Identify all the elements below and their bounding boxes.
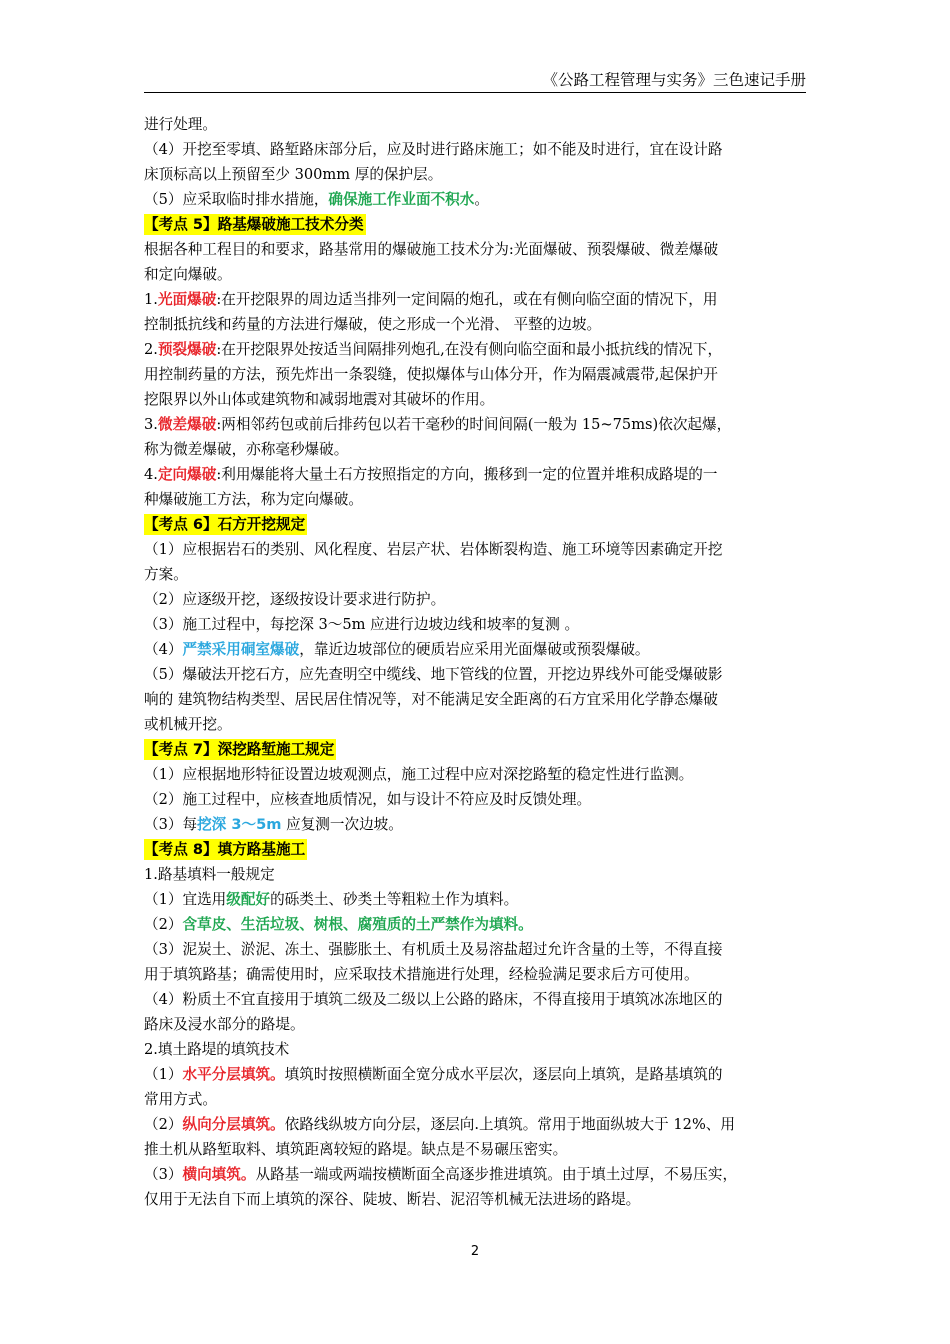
highlighted-red-text: 预裂爆破 [157, 341, 217, 358]
body-text: 或机械开挖。 [144, 716, 232, 733]
body-text: （4）开挖至零填、路堑路床部分后，应及时进行路床施工；如不能及时进行，宜在设计路 [144, 141, 723, 158]
body-text: （5）应采取临时排水措施， [144, 191, 329, 208]
body-text: 仅用于无法自下而上填筑的深谷、陡坡、断岩、泥沼等机械无法进场的路堤。 [144, 1191, 641, 1208]
body-text: 1. [144, 291, 158, 308]
header-title: 《公路工程管理与实务》三色速记手册 [542, 71, 806, 89]
text-line [144, 937, 808, 962]
text-line [144, 762, 808, 787]
body-text: （2） [144, 1116, 183, 1133]
text-line [144, 1037, 808, 1062]
text-line [144, 262, 808, 287]
body-text: 3. [144, 416, 158, 433]
body-text: 称为微差爆破，亦称毫秒爆破。 [144, 441, 349, 458]
body-text: 路床及浸水部分的路堤。 [144, 1016, 305, 1033]
highlighted-green-text: 级配好 [226, 891, 271, 908]
text-line [144, 537, 808, 562]
body-text: （3）泥炭土、淤泥、冻土、强膨胀土、有机质土及易溶盐超过允许含量的土等，不得直接 [144, 941, 723, 958]
body-text: （4）粉质土不宜直接用于填筑二级及二级以上公路的路床，不得直接用于填筑冰冻地区的 [144, 991, 723, 1008]
text-line [144, 887, 808, 912]
text-line [144, 337, 808, 362]
body-text: :两相邻药包或前后排药包以若干毫秒的时间间隔(一般为 15~75ms)依次起爆， [216, 416, 732, 433]
body-text: 响的 建筑物结构类型、居民居住情况等，对不能满足安全距离的石方宜采用化学静态爆破 [144, 691, 718, 708]
body-text: 和定向爆破。 [144, 266, 232, 283]
text-line [144, 312, 808, 337]
body-text: 2.填土路堤的填筑技术 [144, 1041, 290, 1058]
section-heading: 【考点 8】填方路基施工 [144, 841, 306, 858]
body-text: ，靠近边坡部位的硬质岩应采用光面爆破或预裂爆破。 [299, 641, 650, 658]
text-line [144, 1087, 808, 1112]
text-line [144, 987, 808, 1012]
body-text: 控制抵抗线和药量的方法进行爆破，使之形成一个光滑、 平整的边坡。 [144, 316, 602, 333]
highlighted-red-text: 横向填筑。 [182, 1166, 256, 1183]
body-text: （1）应根据岩石的类别、风化程度、岩层产状、岩体断裂构造、施工环境等因素确定开挖 [144, 541, 723, 558]
section-heading-line [144, 512, 808, 537]
highlighted-green-text: 含草皮、生活垃圾、树根、腐殖质的土严禁作为填料。 [182, 916, 533, 933]
body-text: 。 [474, 191, 489, 208]
text-line [144, 1012, 808, 1037]
body-text: 常用方式。 [144, 1091, 217, 1108]
body-text: 应复测一次边坡。 [281, 816, 403, 833]
text-line [144, 662, 808, 687]
highlighted-green-text: 确保施工作业面不积水 [328, 191, 475, 208]
highlighted-red-text: 光面爆破 [157, 291, 217, 308]
section-heading: 【考点 6】石方开挖规定 [144, 516, 306, 533]
body-text: （2）施工过程中，应核查地质情况，如与设计不符应及时反馈处理。 [144, 791, 592, 808]
highlighted-red-text: 定向爆破 [157, 466, 217, 483]
highlighted-red-text: 微差爆破 [157, 416, 217, 433]
body-text: 方案。 [144, 566, 188, 583]
body-text: :在开挖限界的周边适当排列一定间隔的炮孔，或在有侧向临空面的情况下，用 [216, 291, 718, 308]
text-line [144, 387, 808, 412]
text-line [144, 412, 808, 437]
body-text: （1）应根据地形特征设置边坡观测点，施工过程中应对深挖路堑的稳定性进行监测。 [144, 766, 694, 783]
section-heading: 【考点 7】深挖路堑施工规定 [144, 741, 335, 758]
body-text: （3）每 [144, 816, 198, 833]
body-text: 用于填筑路基；确需使用时，应采取技术措施进行处理，经检验满足要求后方可使用。 [144, 966, 699, 983]
section-heading: 【考点 5】路基爆破施工技术分类 [144, 216, 364, 233]
text-line [144, 562, 808, 587]
body-text: 从路基一端或两端按横断面全高逐步推进填筑。由于填土过厚，不易压实， [255, 1166, 738, 1183]
body-text: 挖限界以外山体或建筑物和减弱地震对其破坏的作用。 [144, 391, 495, 408]
page-number: 2 [470, 1244, 480, 1259]
text-line [144, 362, 808, 387]
text-line [144, 787, 808, 812]
body-text: 进行处理。 [144, 116, 217, 133]
text-line [144, 687, 808, 712]
body-text: 种爆破施工方法，称为定向爆破。 [144, 491, 363, 508]
body-text: 1.路基填料一般规定 [144, 866, 275, 883]
text-line [144, 1187, 808, 1212]
body-text: 根据各种工程目的和要求，路基常用的爆破施工技术分为:光面爆破、预裂爆破、微差爆破 [144, 241, 719, 258]
body-text: （5）爆破法开挖石方，应先查明空中缆线、地下管线的位置，开挖边界线外可能受爆破影 [144, 666, 723, 683]
text-line [144, 962, 808, 987]
text-line [144, 912, 808, 937]
text-line [144, 637, 808, 662]
body-text: 2. [144, 341, 158, 358]
text-line [144, 712, 808, 737]
text-line [144, 137, 808, 162]
text-line [144, 187, 808, 212]
text-line [144, 437, 808, 462]
highlighted-blue-text: 挖深 3～5m [197, 816, 282, 833]
highlighted-blue-text: 严禁采用硐室爆破 [182, 641, 300, 658]
text-line [144, 862, 808, 887]
body-text: 推土机从路堑取料、填筑距离较短的路堤。缺点是不易碾压密实。 [144, 1141, 568, 1158]
body-text: （1） [144, 1066, 183, 1083]
body-text: （3） [144, 1166, 183, 1183]
body-text: 的砾类土、砂类土等粗粒土作为填料。 [270, 891, 519, 908]
text-line [144, 1137, 808, 1162]
text-line [144, 112, 808, 137]
section-heading-line [144, 737, 808, 762]
body-text: 填筑时按照横断面全宽分成水平层次，逐层向上填筑，是路基填筑的 [284, 1066, 723, 1083]
body-text: （2）应逐级开挖，逐级按设计要求进行防护。 [144, 591, 446, 608]
document-body [144, 112, 808, 1212]
body-text: 依路线纵坡方向分层，逐层向.上填筑。常用于地面纵坡大于 12%、用 [284, 1116, 735, 1133]
text-line [144, 587, 808, 612]
text-line [144, 812, 808, 837]
text-line [144, 1062, 808, 1087]
text-line [144, 487, 808, 512]
highlighted-red-text: 水平分层填筑。 [182, 1066, 285, 1083]
text-line [144, 287, 808, 312]
highlighted-red-text: 纵向分层填筑。 [182, 1116, 285, 1133]
body-text: 用控制药量的方法，预先炸出一条裂缝，使拟爆体与山体分开，作为隔震减震带,起保护开 [144, 366, 718, 383]
section-heading-line [144, 212, 808, 237]
body-text: 4. [144, 466, 158, 483]
text-line [144, 162, 808, 187]
text-line [144, 612, 808, 637]
body-text: （4） [144, 641, 183, 658]
body-text: 床顶标高以上预留至少 300mm 厚的保护层。 [144, 166, 443, 183]
body-text: （1）宜选用 [144, 891, 227, 908]
text-line [144, 1162, 808, 1187]
section-heading-line [144, 837, 808, 862]
body-text: :在开挖限界处按适当间隔排列炮孔,在没有侧向临空面和最小抵抗线的情况下， [216, 341, 723, 358]
body-text: （3）施工过程中，每挖深 3～5m 应进行边坡边线和坡率的复测 。 [144, 616, 580, 633]
text-line [144, 237, 808, 262]
page-header [144, 66, 806, 93]
body-text: （2） [144, 916, 183, 933]
body-text: :利用爆能将大量土石方按照指定的方向，搬移到一定的位置并堆积成路堤的一 [216, 466, 718, 483]
text-line [144, 1112, 808, 1137]
text-line [144, 462, 808, 487]
